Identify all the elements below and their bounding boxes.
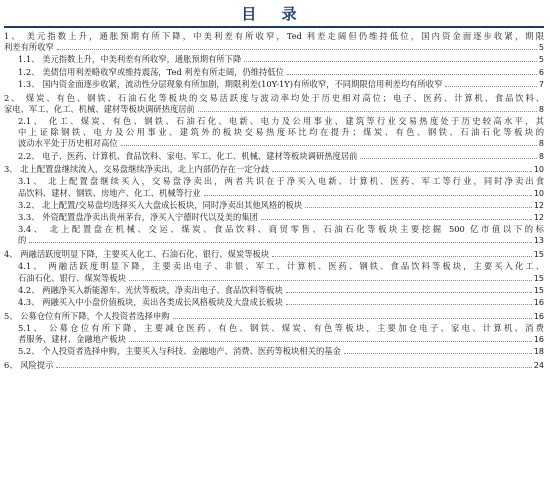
- toc-text: 美元指数上升，中美利差有所收窄，通胀预期有所下降: [42, 54, 242, 65]
- toc-number: 3.4、: [18, 224, 51, 235]
- toc-number: 1.2、: [18, 66, 43, 77]
- toc-leader-line: [4, 104, 544, 115]
- toc-section[interactable]: [4, 249, 544, 260]
- toc-number: 4.3、: [18, 296, 43, 307]
- dot-leader: [29, 242, 532, 243]
- page-number: 15: [533, 273, 544, 283]
- dot-leader: [244, 61, 537, 62]
- page-number: 7: [538, 79, 544, 89]
- toc-subsection[interactable]: [4, 79, 544, 90]
- toc-text: 的: [18, 235, 27, 246]
- toc-subsection[interactable]: [4, 346, 544, 357]
- toc-text: 品饮料、建材、钢铁、房地产、化工、机械等行业: [18, 187, 201, 198]
- page-number: 16: [533, 311, 544, 321]
- toc-text: 风险提示: [20, 359, 54, 370]
- toc-text: 石油石化、银行、煤炭等板块: [18, 272, 126, 283]
- toc-number: 2、: [4, 92, 26, 103]
- table-of-contents: [4, 31, 544, 371]
- toc-text: 北上配置/交易盘均选择买入大盘成长板块，同时净卖出其他风格的板块: [42, 199, 303, 210]
- page-number: 5: [538, 55, 544, 65]
- page-title: 目 录: [241, 5, 307, 23]
- page-number: 10: [533, 165, 544, 175]
- toc-text: 家电、军工、化工、机械、建材等板块调研热度居前: [4, 103, 195, 114]
- toc-text: 公募仓位有所下降，主要减仓医药、有色、钢铁、煤炭、有色等板块，主要加仓电子、家电、计算机、消费: [48, 322, 544, 333]
- toc-text-line: [4, 31, 544, 42]
- toc-text-line: [18, 176, 544, 187]
- toc-leader-line: [18, 54, 544, 65]
- toc-section[interactable]: [4, 93, 544, 115]
- dot-leader: [305, 207, 532, 208]
- dot-leader: [57, 49, 537, 50]
- dot-leader: [344, 353, 532, 354]
- dot-leader: [286, 292, 532, 293]
- dot-leader: [198, 111, 537, 112]
- toc-number: 3.3、: [18, 212, 43, 223]
- page-number: 16: [533, 335, 544, 345]
- toc-leader-line: [18, 285, 544, 296]
- toc-number: 5.1、: [18, 322, 49, 333]
- toc-text: 北上配置盘继续买入，交易盘净卖出，两者共识在于净买入电新、计算机、医药、军工等行业，同时净卖出食: [48, 176, 544, 187]
- page-number: 15: [533, 285, 544, 295]
- page-number: 13: [533, 236, 544, 246]
- toc-subsection[interactable]: [4, 176, 544, 198]
- toc-number: 4.1、: [18, 261, 49, 272]
- toc-leader-line: [18, 188, 544, 199]
- toc-text-line: 中上证除钢铁、电力及公用事业、建筑外的板块交易热度环比均在提升；煤炭、有色、钢铁、石油石化等板块的: [18, 127, 544, 138]
- page-number: 15: [533, 250, 544, 260]
- dot-leader: [272, 256, 532, 257]
- toc-number: 3.2、: [18, 199, 43, 210]
- toc-leader-line: [18, 67, 544, 78]
- toc-text: 电子、医药、计算机、食品饮料、家电、军工、化工、机械、建材等板块调研热度居前: [42, 150, 358, 161]
- toc-text: 美元指数上升，通胀预期有所下降，中美利差有所收窄，Ted 利差走阔但仍维持低位，国内资金面逐步收紧，期限: [26, 31, 544, 41]
- toc-text-line: [4, 93, 544, 104]
- toc-text: 利差有所收窄: [4, 42, 54, 53]
- toc-text: 波动水平处于历史相对高位: [18, 138, 118, 149]
- toc-text: 化工、煤炭、有色、钢铁、石油石化、电新、电力及公用事业、建筑等行业交易热度处于历史较高水平，其: [48, 115, 544, 126]
- toc-text-line: [18, 224, 544, 235]
- toc-section[interactable]: [4, 360, 544, 371]
- toc-section[interactable]: [4, 31, 544, 53]
- page-number: 8: [538, 139, 544, 149]
- toc-leader-line: [4, 249, 544, 260]
- page-number: 18: [533, 347, 544, 357]
- page-number: 5: [538, 43, 544, 53]
- toc-subsection[interactable]: [4, 224, 544, 246]
- toc-subsection[interactable]: [4, 261, 544, 283]
- toc-leader-line: [4, 311, 544, 322]
- title-divider: [4, 26, 544, 28]
- dot-leader: [56, 367, 531, 368]
- toc-leader-line: [18, 273, 544, 284]
- toc-text: 国内资金面逐步收紧，流动性分层现象有所加剧，期限利差(10Y-1Y)有所收窄，不同期限信用利差均有所收窄: [42, 78, 443, 89]
- toc-text: 煤炭、有色、钢铁、石油石化等板块的交易活跃度与波动率均处于历史相对高位；电子、医药、计算机、食品饮料、: [25, 92, 544, 103]
- toc-subsection[interactable]: [4, 67, 544, 78]
- toc-text: 两融活跃度明显下降，主要卖出电子、非银、军工、计算机、医药、钢铁、食品饮料等板块，主要买入化工、: [48, 261, 544, 272]
- toc-number: 3、: [4, 164, 21, 175]
- page-number: 8: [538, 104, 544, 114]
- toc-leader-line: [18, 334, 544, 345]
- toc-text: 两融净买入新能源车、光伏等板块，净卖出电子、食品饮料等板块: [42, 284, 283, 295]
- toc-number: 5、: [4, 310, 21, 321]
- dot-leader: [360, 158, 536, 159]
- toc-text-line: [18, 323, 544, 334]
- page-number: 12: [533, 213, 544, 223]
- toc-number: 3.1、: [18, 176, 49, 187]
- toc-subsection[interactable]: [4, 116, 544, 150]
- dot-leader: [129, 280, 532, 281]
- toc-text-line: [18, 116, 544, 127]
- toc-text: 者服务、建材、金融地产板块: [18, 334, 126, 345]
- page-number: 12: [533, 200, 544, 210]
- page-number: 24: [533, 360, 544, 370]
- toc-text: 美债信用利差略收窄或维持震荡，Ted 利差有所走阔，仍维持低位: [42, 66, 284, 77]
- toc-section[interactable]: [4, 311, 544, 322]
- toc-leader-line: [18, 200, 544, 211]
- page-number: 6: [538, 67, 544, 77]
- toc-leader-line: [18, 297, 544, 308]
- dot-leader: [261, 219, 532, 220]
- toc-number: 2.2、: [18, 150, 43, 161]
- toc-leader-line: [18, 212, 544, 223]
- toc-number: 6、: [4, 359, 21, 370]
- page-number: 16: [533, 297, 544, 307]
- toc-text: 北上配置盘在机械、交运、煤炭、食品饮料、商贸零售、石油石化等板块主要挖掘 500 亿市值以下的标: [50, 224, 544, 235]
- toc-leader-line: [4, 164, 544, 175]
- dot-leader: [287, 74, 537, 75]
- dot-leader: [204, 195, 532, 196]
- toc-number: 1、: [4, 31, 27, 41]
- toc-leader-line: [18, 79, 544, 90]
- toc-number: 4.2、: [18, 284, 43, 295]
- toc-subsection[interactable]: [4, 285, 544, 296]
- dot-leader: [121, 145, 537, 146]
- page-number: 8: [538, 151, 544, 161]
- dot-leader: [272, 171, 532, 172]
- toc-leader-line: [4, 360, 544, 371]
- dot-leader: [286, 304, 532, 305]
- toc-text: 公募仓位有所下降，个人投资者选择申购: [20, 310, 170, 321]
- toc-subsection[interactable]: [4, 200, 544, 211]
- toc-subsection[interactable]: [4, 212, 544, 223]
- toc-leader-line: [18, 151, 544, 162]
- dot-leader: [129, 341, 532, 342]
- toc-number: 1.1、: [18, 54, 43, 65]
- toc-section[interactable]: [4, 164, 544, 175]
- toc-subsection[interactable]: [4, 323, 544, 345]
- toc-number: 4、: [4, 249, 21, 260]
- toc-number: 1.3、: [18, 78, 43, 89]
- toc-text-line: [18, 261, 544, 272]
- toc-leader-line: [4, 42, 544, 53]
- toc-text: 两融买入中小盘价值板块，卖出各类成长风格板块及大盘成长板块: [42, 296, 283, 307]
- toc-subsection[interactable]: [4, 151, 544, 162]
- toc-text: 两融活跃度明显下降，主要买入化工、石油石化、银行、煤炭等板块: [20, 249, 270, 260]
- toc-text: 外资配置盘净卖出贵州茅台，净买入宁德时代以及美的集团: [42, 212, 258, 223]
- toc-subsection[interactable]: [4, 54, 544, 65]
- toc-text: 个人投资者选择申购，主要买入与科技、金融地产、消费、医药等板块相关的基金: [42, 346, 341, 357]
- toc-number: 5.2、: [18, 346, 43, 357]
- toc-leader-line: [18, 346, 544, 357]
- toc-text: 北上配置盘继续流入，交易盘继续净卖出，北上内部仍存在一定分歧: [20, 164, 270, 175]
- dot-leader: [173, 318, 532, 319]
- dot-leader: [445, 86, 537, 87]
- page-number: 10: [533, 188, 544, 198]
- toc-leader-line: [18, 235, 544, 246]
- toc-leader-line: [18, 138, 544, 149]
- toc-number: 2.1、: [18, 115, 49, 126]
- toc-subsection[interactable]: [4, 297, 544, 308]
